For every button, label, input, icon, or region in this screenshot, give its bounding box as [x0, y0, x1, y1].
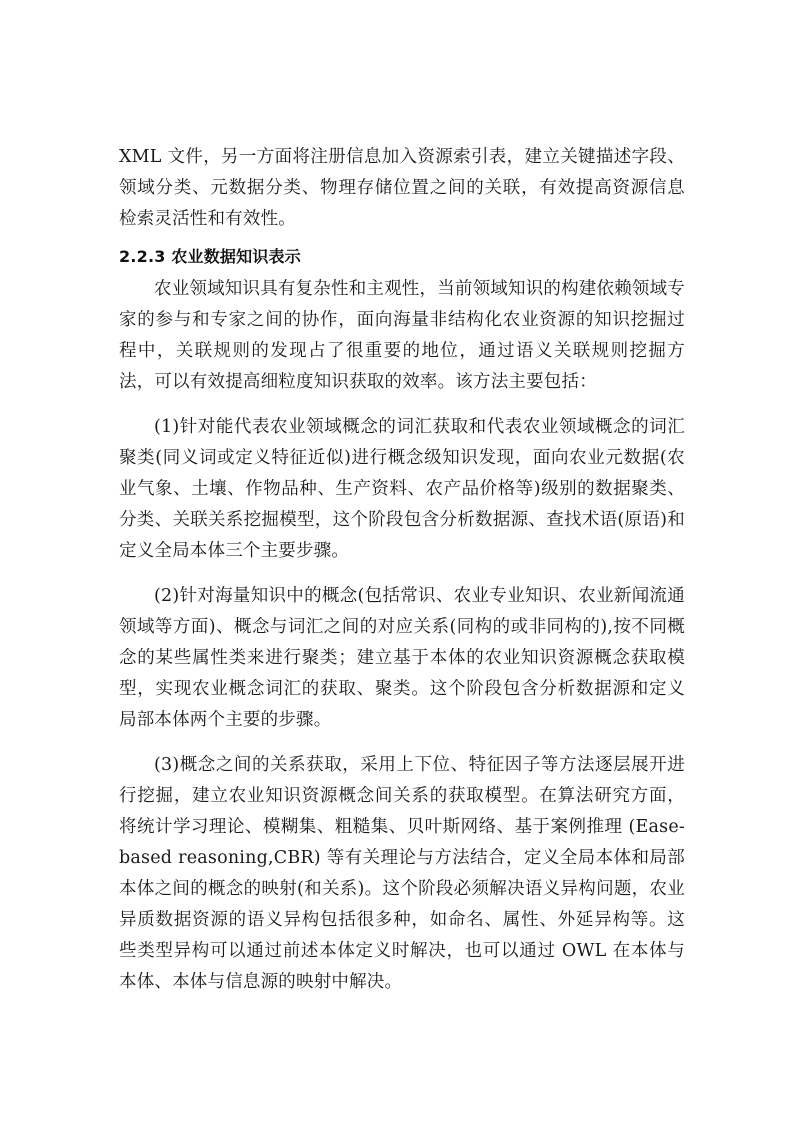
document-body [119, 142, 685, 998]
section-heading: 2.2.3 农业数据知识表示 [119, 247, 301, 266]
list-item-2: (2)针对海量知识中的概念(包括常识、农业专业知识、农业新闻流通领域等方面)、概念与词汇之间的对应关系(同构的或非同构的),按不同概念的某些属性类来进行聚类；建立基于本体的农业知识资源概念获取模型，实现农业概念词汇的获取、聚类。这个阶段包含分析数据源和定义局部本体两个主要的步骤。 [119, 586, 685, 730]
section-intro-paragraph: 农业领域知识具有复杂性和主观性，当前领域知识的构建依赖领域专家的参与和专家之间的协作，面向海量非结构化农业资源的知识挖掘过程中，关联规则的发现占了很重要的地位，通过语义关联规则挖掘方法，可以有效提高细粒度知识获取的效率。该方法主要包括： [119, 279, 685, 392]
list-item-3: (3)概念之间的关系获取，采用上下位、特征因子等方法逐层展开进行挖掘，建立农业知识资源概念间关系的获取模型。在算法研究方面，将统计学习理论、模糊集、粗糙集、贝叶斯网络、基于案例推理 (Ease-based reasoning,CBR) 等有关理论与方法结合，定义全局本体和局部本体之间的概念的映射(和关系)。这个阶段必须解决语义异构问题，农业异质数据资源的语义异构包括很多种，如命名、属性、外延异构等。这些类型异构可以通过前述本体定义时解决，也可以通过 OWL 在本体与本体、本体与信息源的映射中解决。 [119, 755, 685, 992]
intro-paragraph: XML 文件，另一方面将注册信息加入资源索引表，建立关键描述字段、领域分类、元数据分类、物理存储位置之间的关联，有效提高资源信息检索灵活性和有效性。 [119, 147, 685, 229]
list-item-1: (1)针对能代表农业领域概念的词汇获取和代表农业领域概念的词汇聚类(同义词或定义特征近似)进行概念级知识发现，面向农业元数据(农业气象、土壤、作物品种、生产资料、农产品价格等)级别的数据聚类、分类、关联关系挖掘模型，这个阶段包含分析数据源、查找术语(原语)和定义全局本体三个主要步骤。 [119, 417, 685, 561]
